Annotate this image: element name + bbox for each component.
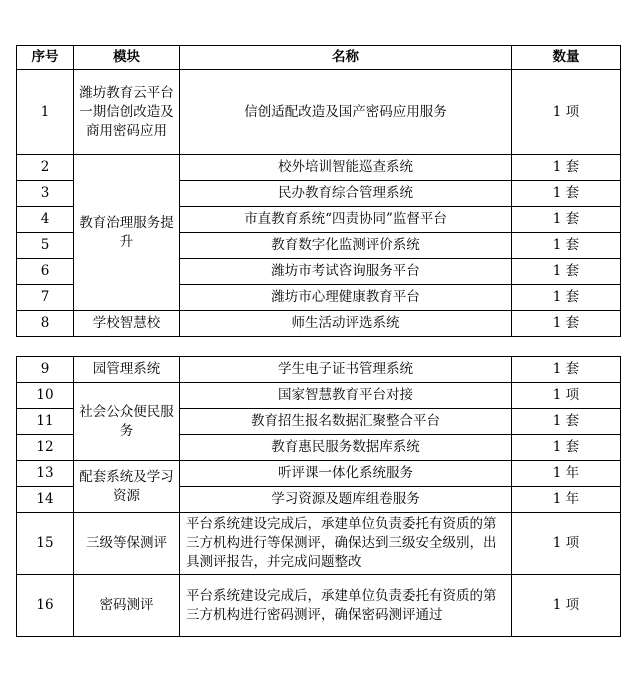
row-no: 15 xyxy=(17,513,74,575)
row-qty: 1 套 xyxy=(512,435,621,461)
header-no: 序号 xyxy=(17,46,74,70)
row-name: 信创适配改造及国产密码应用服务 xyxy=(180,70,512,155)
row-module: 教育治理服务提升 xyxy=(74,155,180,311)
table-row xyxy=(17,357,621,383)
row-no: 7 xyxy=(17,285,74,311)
row-qty: 1 套 xyxy=(512,311,621,337)
row-qty: 1 套 xyxy=(512,155,621,181)
table-row xyxy=(17,513,621,575)
header-qty: 数量 xyxy=(512,46,621,70)
row-name: 学习资源及题库组卷服务 xyxy=(180,487,512,513)
row-module: 园管理系统 xyxy=(74,357,180,383)
row-no: 13 xyxy=(17,461,74,487)
row-qty: 1 套 xyxy=(512,259,621,285)
row-no: 12 xyxy=(17,435,74,461)
row-qty: 1 项 xyxy=(512,513,621,575)
row-no: 9 xyxy=(17,357,74,383)
row-name: 国家智慧教育平台对接 xyxy=(180,383,512,409)
row-name: 潍坊市心理健康教育平台 xyxy=(180,285,512,311)
row-name: 学生电子证书管理系统 xyxy=(180,357,512,383)
row-module: 配套系统及学习资源 xyxy=(74,461,180,513)
spec-table-page-bottom xyxy=(16,356,621,637)
table-row xyxy=(17,575,621,637)
row-module: 社会公众便民服务 xyxy=(74,383,180,461)
row-qty: 1 套 xyxy=(512,357,621,383)
row-qty: 1 套 xyxy=(512,233,621,259)
row-module: 密码测评 xyxy=(74,575,180,637)
header-name: 名称 xyxy=(180,46,512,70)
table-row xyxy=(17,70,621,155)
table-row xyxy=(17,311,621,337)
table-row xyxy=(17,461,621,487)
header-module: 模块 xyxy=(74,46,180,70)
header-row xyxy=(17,46,621,70)
row-qty: 1 年 xyxy=(512,487,621,513)
row-no: 3 xyxy=(17,181,74,207)
table-row xyxy=(17,383,621,409)
row-name: 教育惠民服务数据库系统 xyxy=(180,435,512,461)
row-name: 教育招生报名数据汇聚整合平台 xyxy=(180,409,512,435)
row-qty: 1 项 xyxy=(512,70,621,155)
row-name: 平台系统建设完成后，承建单位负责委托有资质的第三方机构进行等保测评，确保达到三级安全级别，出具测评报告，并完成问题整改 xyxy=(180,513,512,575)
row-no: 14 xyxy=(17,487,74,513)
row-name: 市直教育系统“四责协同”监督平台 xyxy=(180,207,512,233)
row-name: 校外培训智能巡查系统 xyxy=(180,155,512,181)
row-qty: 1 套 xyxy=(512,285,621,311)
row-qty: 1 套 xyxy=(512,207,621,233)
row-name: 潍坊市考试咨询服务平台 xyxy=(180,259,512,285)
row-qty: 1 年 xyxy=(512,461,621,487)
row-no: 5 xyxy=(17,233,74,259)
row-qty: 1 项 xyxy=(512,575,621,637)
row-no: 1 xyxy=(17,70,74,155)
row-name: 教育数字化监测评价系统 xyxy=(180,233,512,259)
row-no: 6 xyxy=(17,259,74,285)
row-name: 师生活动评选系统 xyxy=(180,311,512,337)
row-name: 民办教育综合管理系统 xyxy=(180,181,512,207)
row-no: 8 xyxy=(17,311,74,337)
table-row xyxy=(17,155,621,181)
row-name: 平台系统建设完成后，承建单位负责委托有资质的第三方机构进行密码测评，确保密码测评通过 xyxy=(180,575,512,637)
row-no: 4 xyxy=(17,207,74,233)
row-no: 10 xyxy=(17,383,74,409)
row-module: 潍坊教育云平台一期信创改造及商用密码应用 xyxy=(74,70,180,155)
row-module: 三级等保测评 xyxy=(74,513,180,575)
row-module: 学校智慧校 xyxy=(74,311,180,337)
row-qty: 1 项 xyxy=(512,383,621,409)
row-name: 听评课一体化系统服务 xyxy=(180,461,512,487)
row-no: 16 xyxy=(17,575,74,637)
row-no: 11 xyxy=(17,409,74,435)
spec-table-page-top xyxy=(16,45,621,337)
row-no: 2 xyxy=(17,155,74,181)
row-qty: 1 套 xyxy=(512,181,621,207)
row-qty: 1 套 xyxy=(512,409,621,435)
